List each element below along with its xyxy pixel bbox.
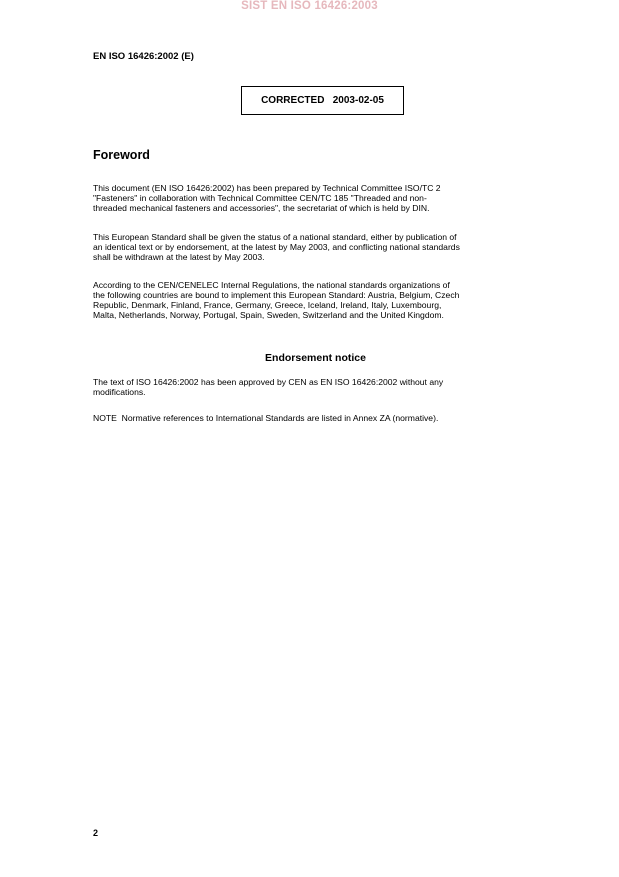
foreword-paragraph-3 [93, 280, 543, 320]
corrected-stamp: CORRECTED 2003-02-05 [241, 86, 404, 115]
text-line: This document (EN ISO 16426:2002) has been prepared by Technical Committee ISO/TC 2 [93, 183, 441, 193]
foreword-heading: Foreword [93, 148, 150, 162]
foreword-paragraph-2 [93, 232, 543, 262]
text-line: the following countries are bound to implement this European Standard: Austria, Belgium, Czech [93, 290, 460, 301]
text-line: threaded mechanical fasteners and accessories", the secretariat of which is held by DIN. [93, 203, 430, 214]
foreword-paragraph-1 [93, 183, 543, 213]
text-line: Malta, Netherlands, Norway, Portugal, Spain, Sweden, Switzerland and the United Kingdom. [93, 310, 444, 321]
text-line: "Fasteners" in collaboration with Technical Committee CEN/TC 185 "Threaded and non- [93, 193, 427, 204]
endorsement-paragraph [93, 377, 543, 397]
text-line: Republic, Denmark, Finland, France, Germany, Greece, Iceland, Ireland, Italy, Luxembourg, [93, 300, 442, 311]
text-line: This European Standard shall be given the status of a national standard, either by publication of [93, 232, 457, 242]
normative-note [93, 413, 543, 423]
watermark: SIST EN ISO 16426:2003 [241, 0, 378, 12]
note-text: NOTE Normative references to International Standards are listed in Annex ZA (normative). [93, 413, 439, 423]
text-line: The text of ISO 16426:2002 has been approved by CEN as EN ISO 16426:2002 without any [93, 377, 444, 387]
text-line: an identical text or by endorsement, at the latest by May 2003, and conflicting national standards [93, 242, 460, 253]
text-line: shall be withdrawn at the latest by May 2003. [93, 252, 265, 263]
text-line: modifications. [93, 387, 146, 398]
page-number: 2 [93, 828, 99, 838]
endorsement-heading: Endorsement notice [265, 352, 366, 364]
text-line: According to the CEN/CENELEC Internal Regulations, the national standards organizations of [93, 280, 450, 290]
document-reference: EN ISO 16426:2002 (E) [93, 51, 194, 62]
